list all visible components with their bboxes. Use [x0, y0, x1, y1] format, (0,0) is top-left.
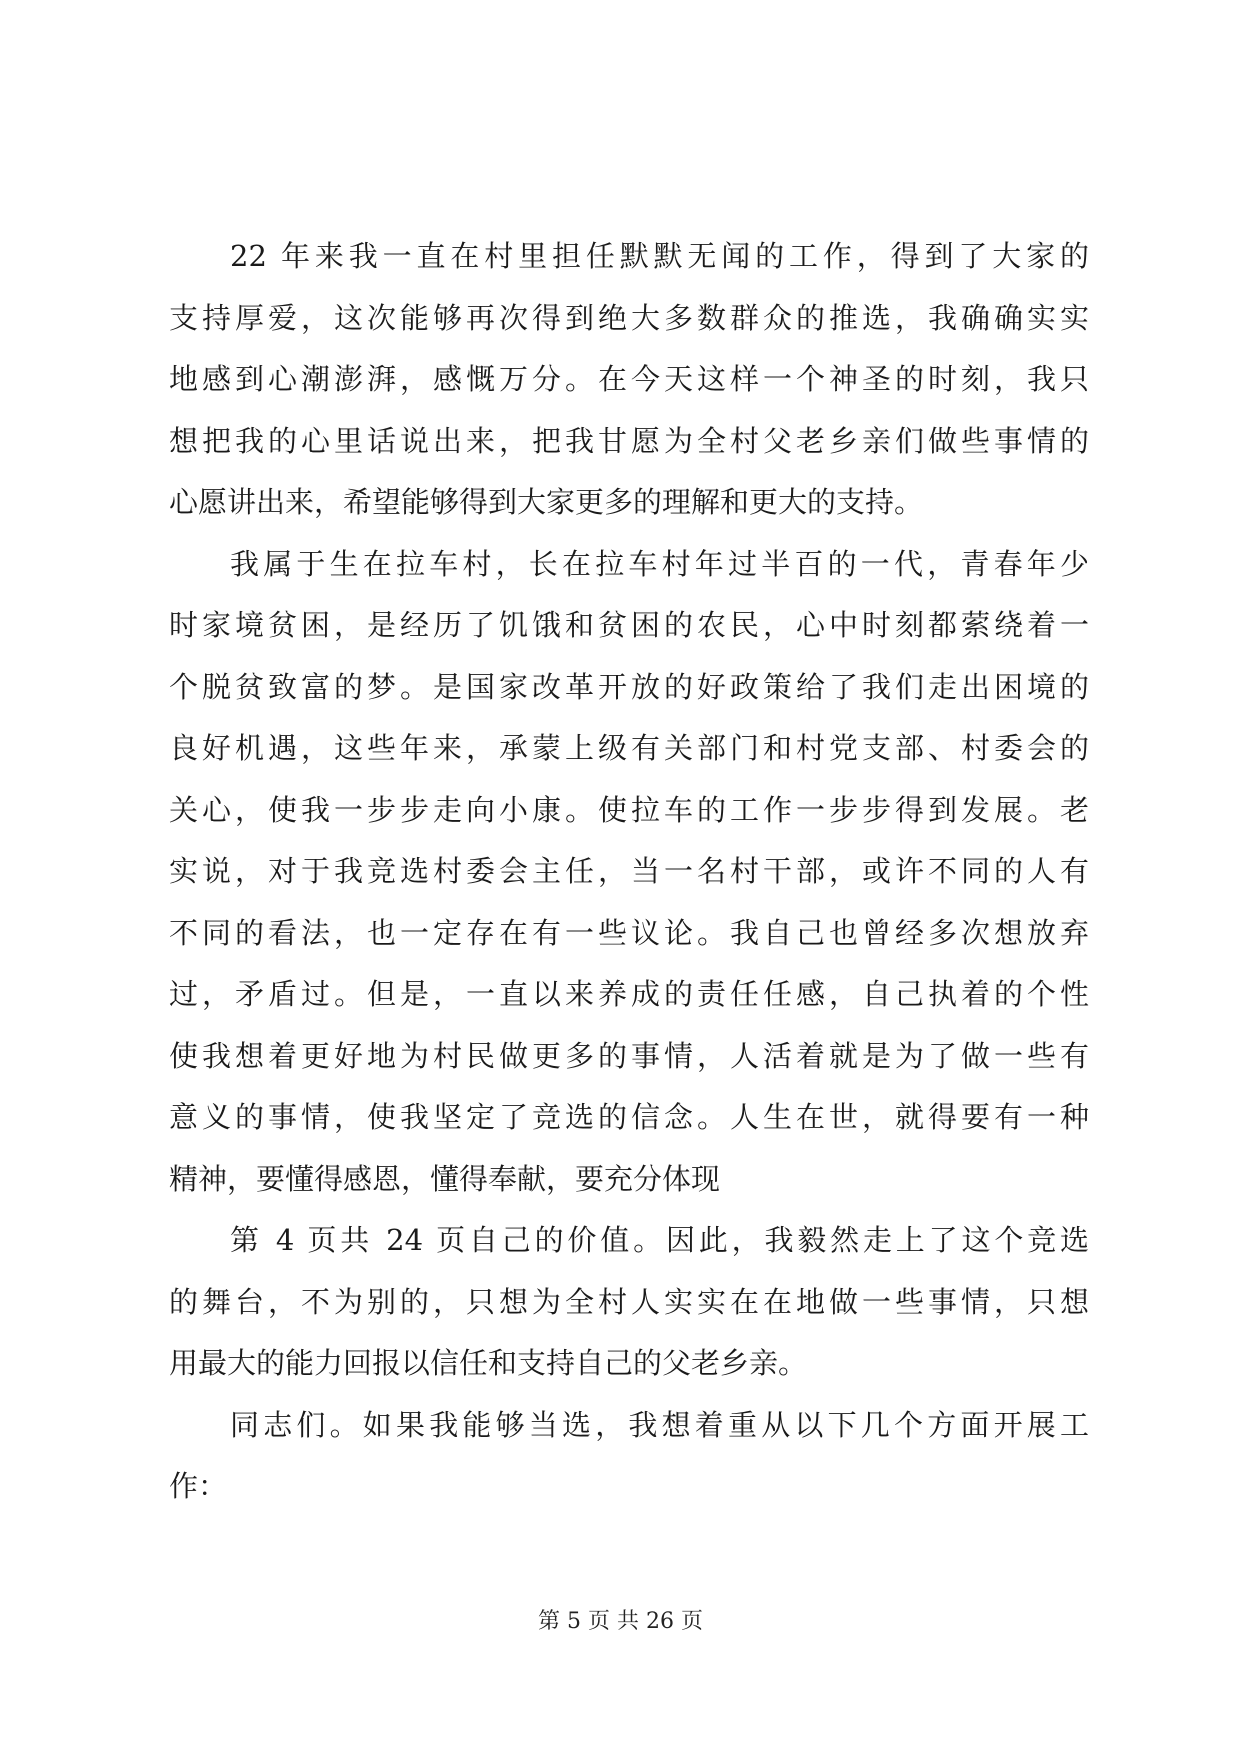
page-number-footer: 第 5 页 共 26 页 [538, 1609, 703, 1634]
text-line: 用最大的能力回报以信任和支持自己的父老乡亲。 [169, 1346, 808, 1380]
document-body [169, 226, 1089, 1518]
text-line: 过，矛盾过。但是，一直以来养成的责任任感，自己执着的个性 [169, 977, 1089, 1011]
paragraph [169, 226, 1089, 534]
text-line: 作： [169, 1469, 228, 1503]
text-line: 地感到心潮澎湃，感慨万分。在今天这样一个神圣的时刻，我只 [169, 362, 1089, 396]
text-line: 良好机遇，这些年来，承蒙上级有关部门和村党支部、村委会的 [169, 731, 1089, 765]
text-line: 我属于生在拉车村，长在拉车村年过半百的一代，青春年少 [230, 546, 1089, 581]
paragraph [169, 1395, 1089, 1518]
paragraph [169, 1210, 1089, 1395]
text-line: 同志们。如果我能够当选，我想着重从以下几个方面开展工 [230, 1407, 1089, 1442]
text-line: 精神，要懂得感恩，懂得奉献，要充分体现 [169, 1161, 721, 1196]
text-line: 想把我的心里话说出来，把我甘愿为全村父老乡亲们做些事情的 [169, 423, 1089, 458]
text-line: 时家境贫困，是经历了饥饿和贫困的农民，心中时刻都萦绕着一 [169, 608, 1089, 642]
paragraph [169, 534, 1089, 1211]
text-line: 22 年来我一直在村里担任默默无闻的工作，得到了大家的 [230, 239, 1089, 273]
text-line: 心愿讲出来，希望能够得到大家更多的理解和更大的支持。 [169, 485, 924, 519]
text-line: 第 4 页共 24 页自己的价值。因此，我毅然走上了这个竞选 [230, 1223, 1089, 1257]
text-line: 使我想着更好地为村民做更多的事情，人活着就是为了做一些有 [169, 1038, 1089, 1073]
text-line: 的舞台，不为别的，只想为全村人实实在在地做一些事情，只想 [169, 1284, 1089, 1319]
text-line: 支持厚爱，这次能够再次得到绝大多数群众的推选，我确确实实 [169, 300, 1089, 335]
text-line: 个脱贫致富的梦。是国家改革开放的好政策给了我们走出困境的 [169, 669, 1089, 704]
text-line: 实说，对于我竞选村委会主任，当一名村干部，或许不同的人有 [169, 854, 1089, 888]
text-line: 不同的看法，也一定存在有一些议论。我自己也曾经多次想放弃 [169, 915, 1089, 950]
text-line: 关心，使我一步步走向小康。使拉车的工作一步步得到发展。老 [169, 792, 1089, 827]
text-line: 意义的事情，使我坚定了竞选的信念。人生在世，就得要有一种 [169, 1100, 1089, 1134]
